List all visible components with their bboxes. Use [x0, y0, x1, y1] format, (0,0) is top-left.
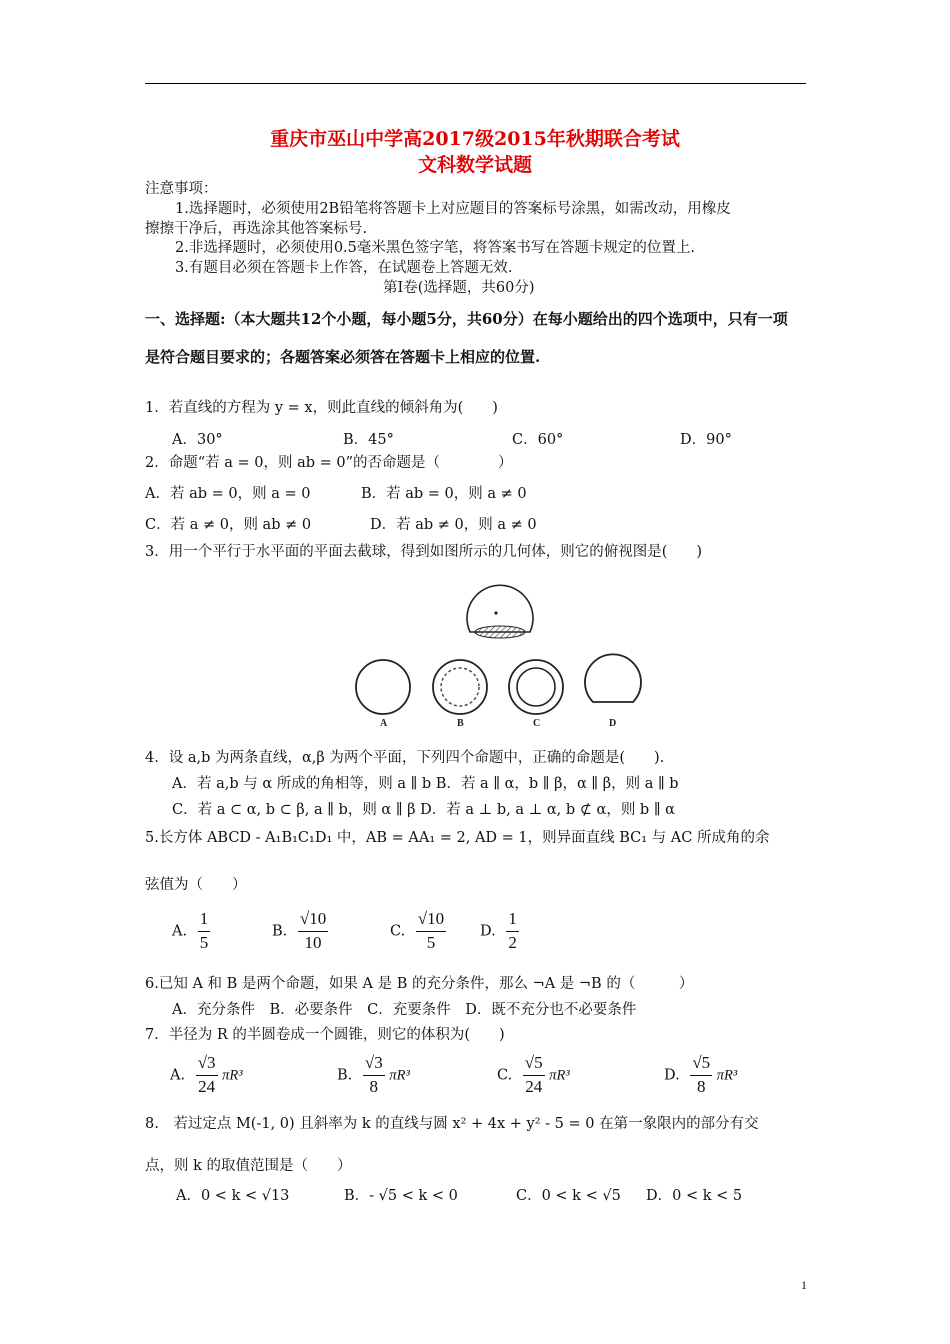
q7-option-b-fraction	[363, 1052, 385, 1099]
q3-label-a: A	[380, 718, 388, 729]
q7-option-d-label: D.	[664, 1067, 680, 1084]
q3-stem: 3．用一个平行于水平面的平面去截球，得到如图所示的几何体，则它的俯视图是( )	[145, 544, 703, 560]
q7-option-b-tail: πR³	[389, 1067, 410, 1084]
q8-stem: 8. 若过定点 M(-1, 0) 且斜率为 k 的直线与圆 x² + 4x + y² - 5 = 0 在第一象限内的部分有交	[145, 1116, 759, 1132]
q5-option-d-fraction	[506, 908, 519, 955]
q7-option-c-label: C.	[497, 1067, 513, 1084]
q5-option-c-fraction	[416, 908, 446, 955]
q1-option-c: C．60°	[512, 432, 564, 448]
q3-view-c	[509, 660, 563, 714]
q2-option-c: C．若 a ≠ 0，则 ab ≠ 0	[145, 517, 312, 533]
q4-options-ab: A．若 a,b 与 α 所成的角相等，则 a ∥ b B．若 a ∥ α，b ∥ β，α ∥ β，则 a ∥ b	[172, 776, 679, 792]
part1-heading-cont: 是符合题目要求的；各题答案必须答在答题卡上相应的位置.	[145, 348, 541, 366]
q7-b-denominator: 8	[369, 1076, 379, 1096]
q7-a-numerator: √3	[196, 1052, 218, 1076]
q3-label-d: D	[609, 718, 617, 729]
q7-option-a-label: A.	[170, 1067, 186, 1084]
note-3: 3.有题目必须在答题卡上作答，在试题卷上答题无效.	[175, 260, 513, 276]
volume-label: 第Ⅰ卷(选择题，共60分)	[383, 280, 535, 296]
q5-a-numerator: 1	[198, 908, 211, 932]
q4-stem: 4．设 a,b 为两条直线，α,β 为两个平面，下列四个命题中，正确的命题是( ).	[145, 750, 665, 766]
q7-c-numerator: √5	[523, 1052, 545, 1076]
q1-option-d: D．90°	[680, 432, 732, 448]
q5-stem-cont: 弦值为（ ）	[145, 877, 247, 893]
q5-option-d-label: D.	[480, 923, 496, 940]
q5-option-b	[272, 908, 328, 955]
q5-option-c-label: C.	[390, 923, 406, 940]
truncated-sphere-diagram	[467, 585, 533, 638]
notes-heading: 注意事项：	[145, 181, 218, 197]
q1-stem: 1．若直线的方程为 y = x，则此直线的倾斜角为( )	[145, 400, 498, 416]
q7-d-denominator: 8	[697, 1076, 706, 1096]
q3-view-d	[585, 654, 641, 702]
q7-option-d-tail: πR³	[716, 1067, 738, 1084]
q7-option-b	[337, 1052, 410, 1099]
q7-option-c-tail: πR³	[549, 1067, 570, 1084]
q8-option-d: D．0 < k < 5	[646, 1188, 743, 1204]
q7-a-denominator: 24	[198, 1076, 216, 1096]
q5-option-a	[172, 908, 210, 955]
q7-option-a	[170, 1052, 243, 1099]
part1-heading: 一、选择题:（本大题共12个小题，每小题5分，共60分）在每小题给出的四个选项中，只有一项	[145, 310, 788, 328]
q7-d-numerator: √5	[690, 1052, 712, 1076]
page-number: 1	[801, 1278, 807, 1292]
q2-stem: 2．命题“若 a = 0，则 ab = 0”的否命题是（ ）	[145, 455, 513, 471]
q5-option-d	[480, 908, 519, 955]
q3-figure	[345, 572, 645, 732]
note-2: 2.非选择题时，必须使用0.5毫米黑色签字笔，将答案书写在答题卡规定的位置上.	[175, 240, 696, 256]
q8-stem-cont: 点，则 k 的取值范围是（ ）	[145, 1158, 352, 1174]
q5-a-denominator: 5	[199, 932, 209, 952]
header-rule	[145, 83, 806, 84]
q7-b-numerator: √3	[363, 1052, 385, 1076]
q6-stem: 6.已知 A 和 B 是两个命题，如果 A 是 B 的充分条件，那么 ¬A 是 ¬B 的（ ）	[145, 976, 694, 992]
q1-option-b: B．45°	[343, 432, 394, 448]
exam-title: 重庆市巫山中学高2017级2015年秋期联合考试	[270, 128, 680, 150]
q3-label-c: C	[533, 718, 541, 729]
q5-option-a-fraction	[198, 908, 211, 955]
q7-option-a-fraction	[196, 1052, 218, 1099]
q5-option-b-fraction	[298, 908, 328, 955]
q7-stem: 7．半径为 R 的半圆卷成一个圆锥，则它的体积为( )	[145, 1027, 505, 1043]
q7-option-c-fraction	[523, 1052, 545, 1099]
q3-view-b	[433, 660, 487, 714]
q8-option-c: C．0 < k < √5	[516, 1188, 621, 1204]
q3-label-b: B	[457, 718, 464, 729]
q7-option-d-fraction	[690, 1052, 712, 1099]
q2-option-d: D．若 ab ≠ 0，则 a ≠ 0	[370, 517, 537, 533]
q3-view-a	[356, 660, 410, 714]
q5-option-b-label: B.	[272, 923, 288, 940]
q7-option-b-label: B.	[337, 1067, 353, 1084]
q5-c-numerator: √10	[416, 908, 446, 932]
q8-option-b: B．- √5 < k < 0	[344, 1188, 458, 1204]
q5-stem: 5.长方体 ABCD - A₁B₁C₁D₁ 中，AB = AA₁ = 2, AD = 1，则异面直线 BC₁ 与 AC 所成角的余	[145, 830, 770, 846]
q1-option-a: A．30°	[172, 432, 223, 448]
q8-option-a: A．0 < k < √13	[176, 1188, 290, 1204]
note-1: 1.选择题时，必须使用2B铅笔将答题卡上对应题目的答案标号涂黑，如需改动，用橡皮	[175, 201, 731, 217]
q4-options-cd: C．若 a ⊂ α, b ⊂ β, a ∥ b，则 α ∥ β D．若 a ⊥ b, a ⊥ α, b ⊄ α，则 b ∥ α	[172, 802, 675, 818]
q5-b-numerator: √10	[298, 908, 328, 932]
q7-option-d	[664, 1052, 737, 1099]
q5-c-denominator: 5	[426, 932, 436, 952]
q5-b-denominator: 10	[304, 932, 322, 952]
q5-d-numerator: 1	[506, 908, 519, 932]
q2-option-a: A．若 ab = 0，则 a = 0	[145, 486, 311, 502]
q5-option-a-label: A.	[172, 923, 188, 940]
exam-subtitle: 文科数学试题	[417, 154, 532, 176]
q7-option-a-tail: πR³	[222, 1067, 243, 1084]
q2-option-b: B．若 ab = 0，则 a ≠ 0	[361, 486, 527, 502]
q6-options: A．充分条件 B．必要条件 C．充要条件 D．既不充分也不必要条件	[172, 1002, 637, 1018]
q7-c-denominator: 24	[525, 1076, 543, 1096]
q5-d-denominator: 2	[508, 932, 517, 952]
q7-option-c	[497, 1052, 570, 1099]
note-1-cont: 擦擦干净后，再选涂其他答案标号.	[145, 221, 368, 237]
q5-option-c	[390, 908, 446, 955]
